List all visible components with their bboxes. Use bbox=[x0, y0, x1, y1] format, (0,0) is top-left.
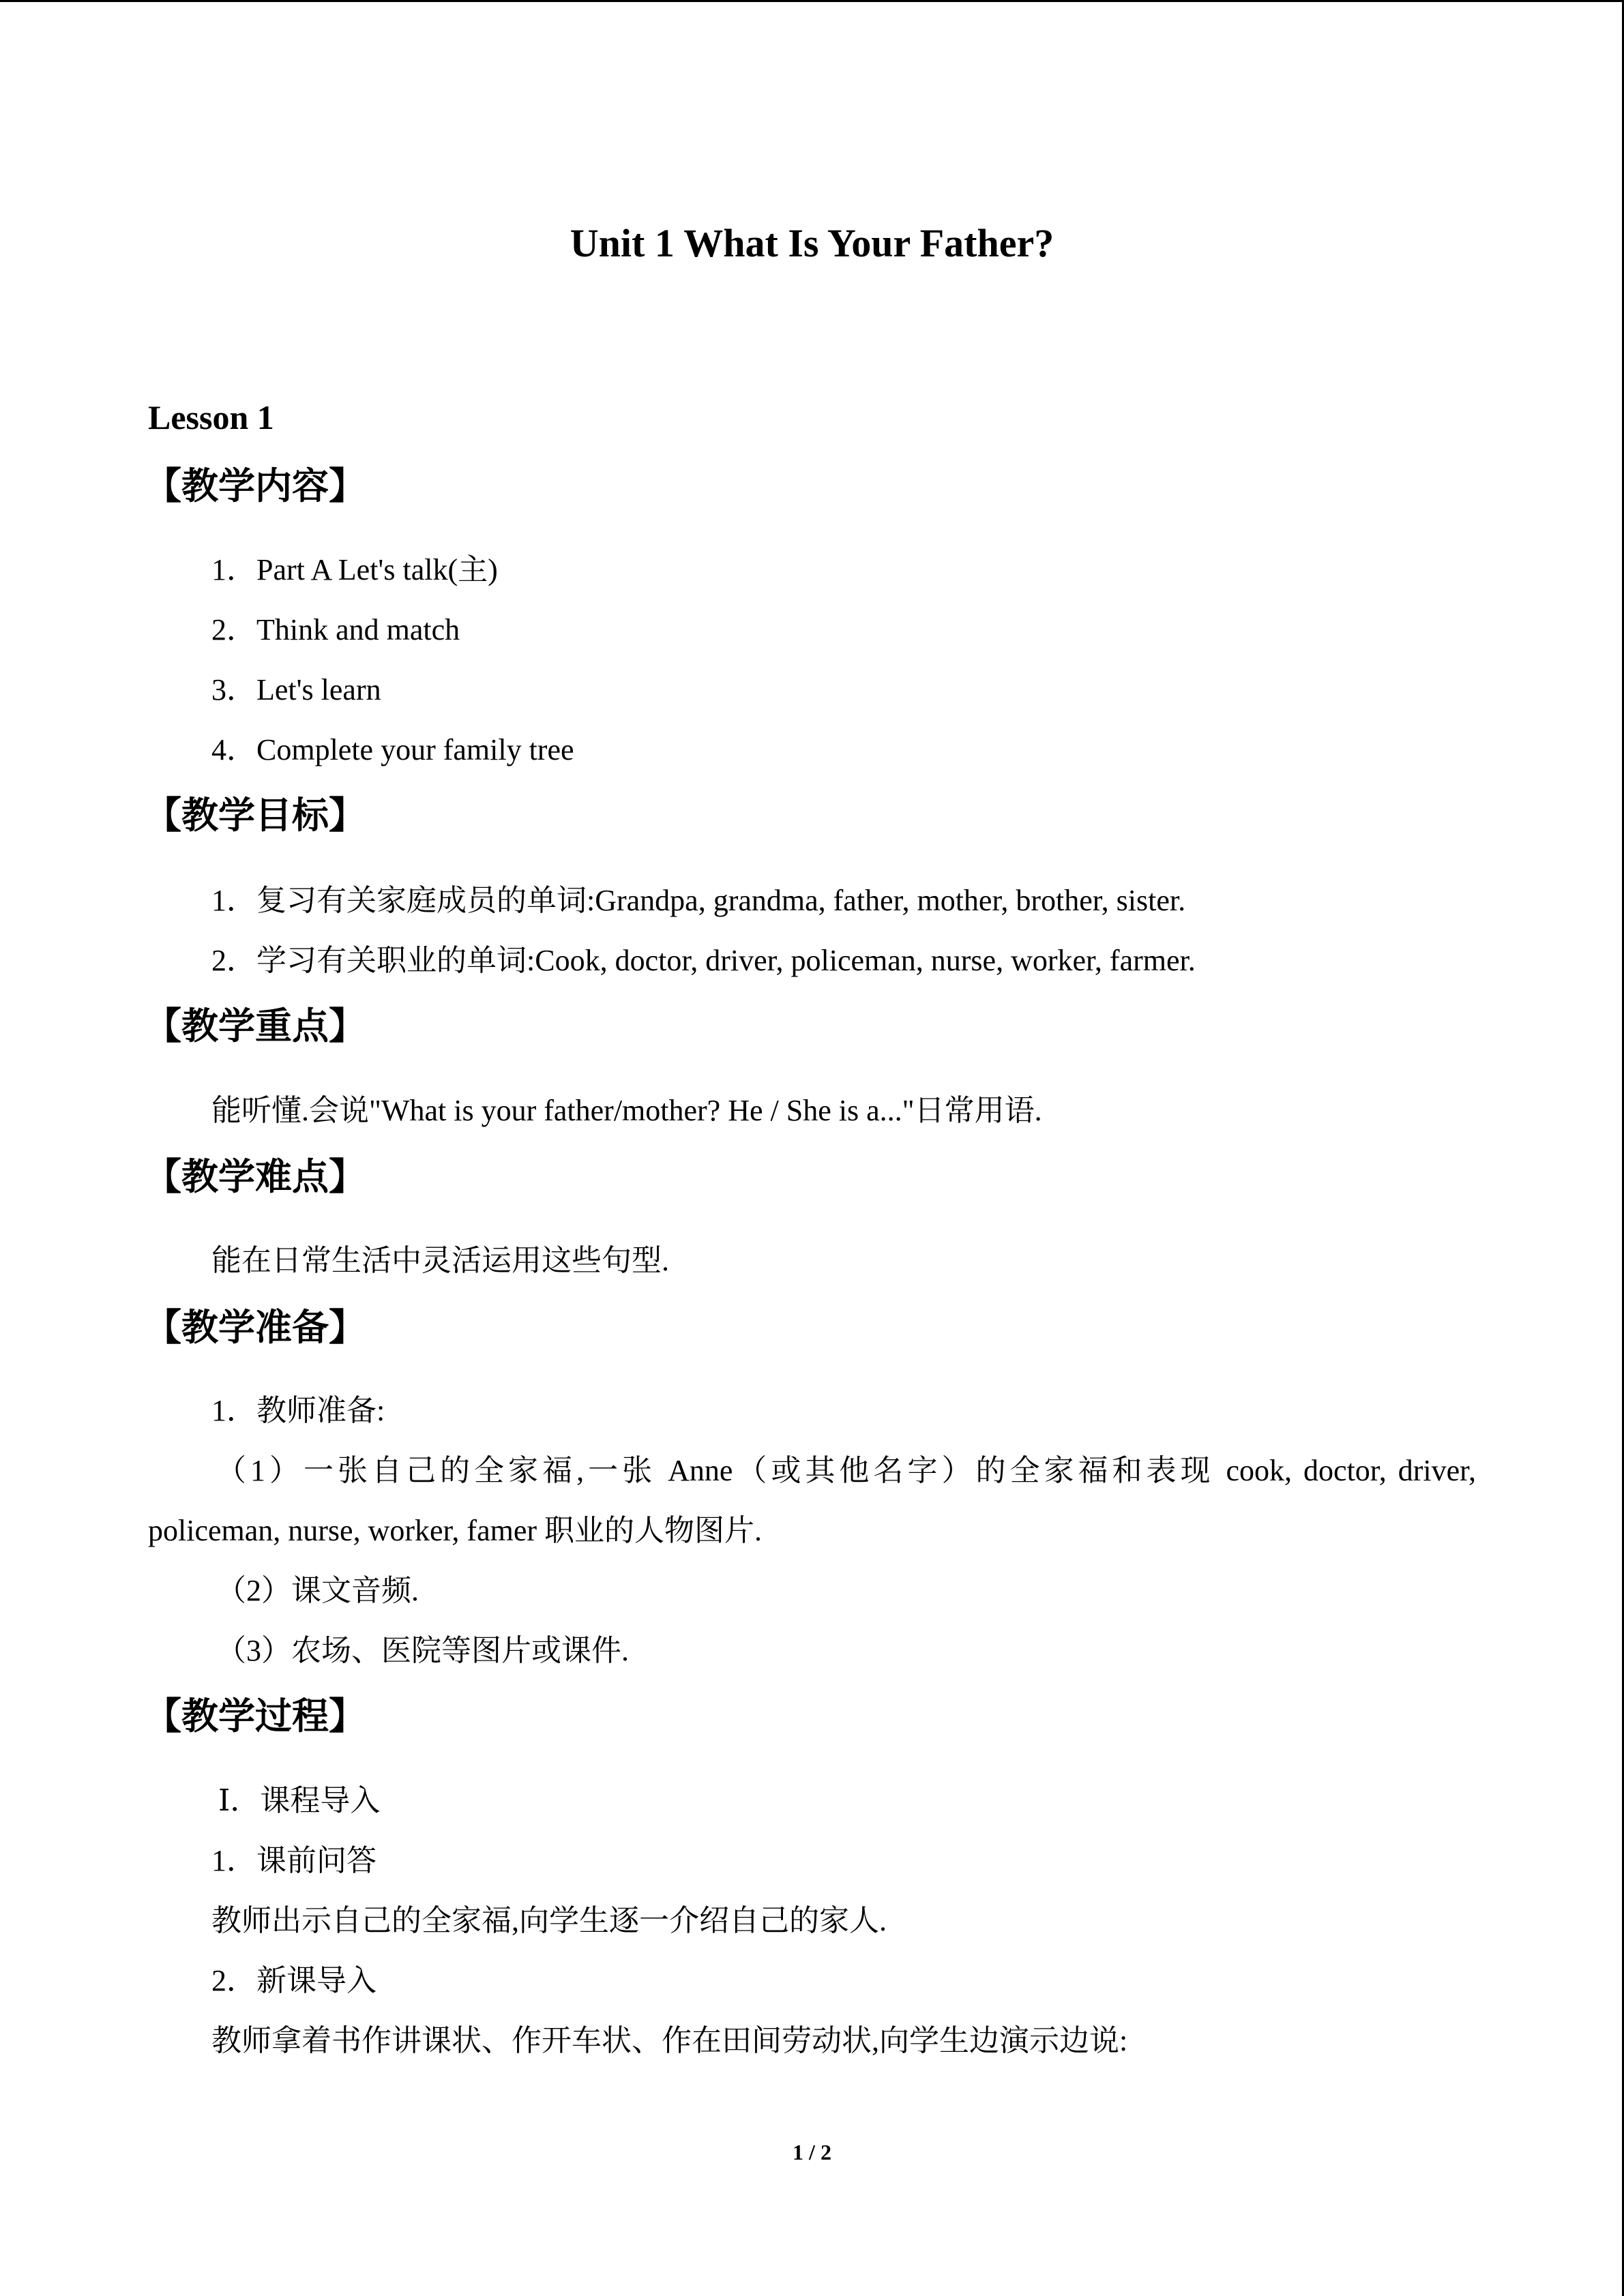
document-title: Unit 1 What Is Your Father? bbox=[570, 221, 1054, 265]
process-line-1: Ⅰ．课程导入 bbox=[218, 1784, 381, 1817]
preparation-line-1: 1．教师准备: bbox=[211, 1394, 385, 1427]
content-item-3: 3．Let's learn bbox=[211, 673, 381, 706]
section-heading-key-points: 【教学重点】 bbox=[145, 1004, 366, 1047]
preparation-line-3: policeman, nurse, worker, famer 职业的人物图片. bbox=[148, 1514, 763, 1547]
preparation-line-5: （3）农场、医院等图片或课件. bbox=[216, 1634, 629, 1667]
process-line-4: 2．新课导入 bbox=[211, 1964, 377, 1997]
goal-item-2: 2．学习有关职业的单词:Cook, doctor, driver, policeman, nurse, worker, farmer. bbox=[211, 944, 1196, 977]
process-line-2: 1．课前问答 bbox=[211, 1844, 377, 1877]
difficulties-text: 能在日常生活中灵活运用这些句型. bbox=[211, 1244, 669, 1277]
section-heading-goals: 【教学目标】 bbox=[145, 794, 366, 837]
process-line-3: 教师出示自己的全家福,向学生逐一介绍自己的家人. bbox=[211, 1904, 887, 1937]
key-points-text: 能听懂.会说"What is your father/mother? He / She is a..."日常用语. bbox=[211, 1094, 1042, 1127]
section-heading-difficulties: 【教学难点】 bbox=[145, 1155, 366, 1198]
lesson-label: Lesson 1 bbox=[148, 398, 274, 436]
content-item-4: 4．Complete your family tree bbox=[211, 733, 574, 766]
page-number: 1 / 2 bbox=[793, 2140, 831, 2164]
section-heading-content: 【教学内容】 bbox=[145, 464, 366, 507]
preparation-line-2: （1）一张自己的全家福,一张 Anne（或其他名字）的全家福和表现 cook, doctor, driver, bbox=[216, 1454, 1476, 1487]
process-line-5: 教师拿着书作讲课状、作开车状、作在田间劳动状,向学生边演示边说: bbox=[211, 2024, 1128, 2057]
section-heading-preparation: 【教学准备】 bbox=[145, 1306, 366, 1349]
content-item-2: 2．Think and match bbox=[211, 613, 460, 646]
section-heading-process: 【教学过程】 bbox=[145, 1695, 366, 1738]
goal-item-1: 1．复习有关家庭成员的单词:Grandpa, grandma, father, mother, brother, sister. bbox=[211, 884, 1186, 917]
content-item-1: 1．Part A Let's talk(主) bbox=[211, 553, 498, 586]
preparation-line-4: （2）课文音频. bbox=[216, 1574, 419, 1607]
